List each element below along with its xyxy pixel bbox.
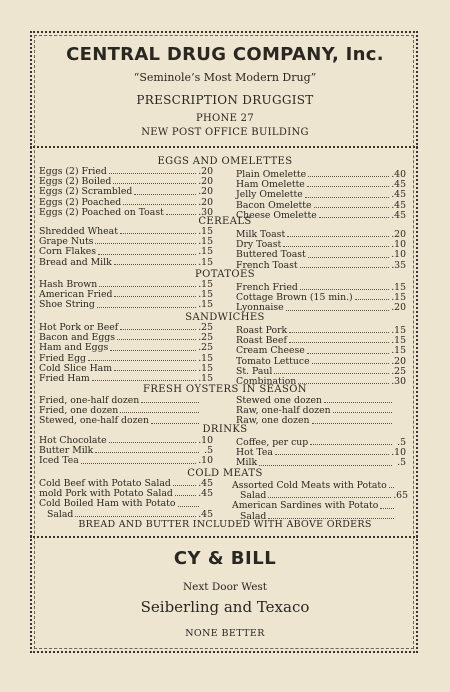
dot-leader [114,258,196,265]
dot-leader [355,293,390,300]
building-line: NEW POST OFFICE BUILDING [141,127,309,138]
section-title-drinks: DRINKS [202,424,248,435]
menu-item-price: .15 [198,226,213,237]
oysters-left-column [39,396,213,427]
menu-item-price: .20 [391,302,406,314]
menu-item-name: Salad [240,490,267,502]
dot-leader [114,364,196,371]
menu-item-price [394,396,406,406]
dot-leader [307,180,389,187]
menu-item-name: Eggs (2) Scrambled [39,186,133,198]
menu-item-price: .10 [391,239,406,251]
menu-item-name: Bacon Omelette [236,199,312,211]
menu-item-name: Assorted Cold Meats with Potato [232,480,387,491]
dot-leader [178,499,200,506]
menu-item-name: Roast Pork [236,325,288,336]
menu-item-name: Salad [47,508,74,520]
dot-leader [324,396,392,403]
none-better-line: NONE BETTER [185,628,265,639]
dot-leader [380,501,394,508]
cereals-left-column [39,227,213,268]
dot-leader [312,357,390,364]
dot-leader [268,512,394,519]
menu-item-name: Tomato Lettuce [236,355,310,367]
header-divider [30,146,418,148]
dot-leader [120,406,199,413]
cereals-right-column [236,230,406,271]
menu-item-price: .10 [391,249,406,261]
menu-item-price: .10 [391,447,406,459]
dot-leader [286,303,390,310]
menu-item-name: mold Pork with Potato Salad [39,488,173,500]
bread-and-butter-note: BREAD AND BUTTER INCLUDED WITH ABOVE ORDERS [78,519,372,530]
menu-item-name: Raw, one-half dozen [236,405,331,417]
menu-item-price: .15 [198,372,213,384]
potatoes-right-column [236,283,406,314]
dot-leader [95,446,199,453]
menu-item-price: .30 [391,375,406,387]
dot-leader [289,336,389,343]
menu-item-name: Cold Beef with Potato Salad [39,478,171,489]
menu-item-name: Fried, one dozen [39,405,119,417]
menu-item-name: Corn Flakes [39,246,96,258]
dot-leader [308,170,389,177]
slogan: “Seminole’s Most Modern Drug” [133,71,317,84]
next-door-line: Next Door West [182,581,268,593]
menu-item-name: Eggs (2) Fried [39,166,107,177]
dot-leader [333,406,392,413]
menu-item-name: Eggs (2) Boiled [39,176,112,188]
menu-item-price: .25 [198,342,213,354]
dot-leader [120,323,196,330]
menu-item-name: Hash Brown [39,279,98,290]
dot-leader [109,436,197,443]
menu-item-name: Plain Omelette [236,169,307,180]
menu-item-price: .5 [397,437,406,448]
dot-leader [275,448,389,455]
dot-leader [310,438,392,445]
drinks-right-column [236,438,406,469]
menu-item-price: .45 [391,189,406,201]
menu-item-name: Fried Ham [39,372,90,384]
dot-leader [173,479,196,486]
dot-leader [109,167,196,174]
menu-item-name: St. Paul [236,365,273,377]
prescription-heading: PRESCRIPTION DRUGGIST [136,93,314,107]
dot-leader [389,481,394,488]
menu-item-name: Milk [236,457,258,469]
menu-item-name: Eggs (2) Poached on Toast [39,206,164,218]
footer-divider [30,536,418,538]
menu-item-name: French Toast [236,259,298,271]
menu-item-price: .15 [198,236,213,248]
dot-leader [110,343,196,350]
menu-item-price: .45 [198,508,213,520]
menu-item-price: .45 [198,488,213,500]
cy-and-bill-heading: CY & BILL [173,548,277,569]
menu-item-name: Hot Chocolate [39,435,107,446]
menu-item-name: Coffee, per cup [236,437,309,448]
dot-leader [289,326,389,333]
dot-leader [175,489,196,496]
menu-item-price: .20 [391,229,406,240]
menu-item-price: .20 [198,186,213,198]
menu-item-name: Dry Toast [236,239,282,251]
menu-item-name: Cottage Brown (15 min.) [236,292,353,304]
section-title-potatoes: POTATOES [195,269,255,280]
dot-leader [305,190,389,197]
sandwiches-left-column [39,323,213,384]
menu-item-name: Hot Pork or Beef [39,322,119,333]
dot-leader [123,198,196,205]
menu-item-price: .30 [198,206,213,218]
menu-item-price: .15 [391,335,406,347]
menu-item-price: .25 [198,332,213,344]
menu-item-price: .5 [204,445,213,457]
menu-item-price: .15 [391,282,406,293]
menu-item-price: .10 [198,435,213,446]
section-title-sandwiches: SANDWICHES [185,312,265,323]
menu-item-price [201,396,213,406]
dot-leader [312,416,393,423]
menu-item [39,258,213,268]
menu-item-price: .35 [391,259,406,271]
menu-item-name: Cream Cheese [236,345,305,357]
menu-item-name: Raw, one dozen [236,415,310,427]
eggs-right-column [236,170,406,221]
menu-item-price: .15 [198,362,213,374]
menu-item-name: Salad [240,510,267,522]
section-title-cereals: CEREALS [198,216,252,227]
section-title-oysters: FRESH OYSTERS IN SEASON [143,384,307,395]
dot-leader [300,261,390,268]
dot-leader [99,280,196,287]
dot-leader [114,290,196,297]
menu-item-price: .45 [198,478,213,489]
menu-item-name: Grape Nuts [39,236,94,248]
menu-item-price: .15 [198,246,213,258]
dot-leader [259,458,392,465]
menu-item-price: .15 [198,289,213,301]
dot-leader [287,230,389,237]
dot-leader [300,283,389,290]
menu-item-name: Shredded Wheat [39,226,118,237]
menu-item-name: Fried, one-half dozen [39,395,140,406]
menu-item-price: .45 [391,199,406,211]
menu-item-price: .15 [198,256,213,268]
dot-leader [97,300,196,307]
dot-leader [283,240,389,247]
menu-item-name: Ham and Eggs [39,342,109,354]
menu-item-price: .15 [198,279,213,290]
menu-item-price: .45 [391,209,406,221]
menu-item [39,300,213,310]
menu-item [39,374,213,384]
phone-number: PHONE 27 [195,113,254,124]
dot-leader [120,227,196,234]
menu-item-name: Cold Boiled Ham with Potato [39,498,176,510]
menu-item-name: Hot Tea [236,447,273,459]
eggs-left-column [39,167,213,218]
dot-leader [308,250,389,257]
dot-leader [81,456,196,463]
dot-leader [307,346,389,353]
dot-leader [113,177,196,184]
menu-item-price [201,406,213,416]
menu-item-price: .25 [198,322,213,333]
section-title-eggs: EGGS AND OMELETTES [157,156,293,167]
section-title-cold-meats: COLD MEATS [187,468,263,479]
menu-item-name: Roast Beef [236,335,287,347]
dot-leader [88,354,196,361]
menu-item-name: Fried Egg [39,352,86,364]
menu-item-name: Buttered Toast [236,249,306,261]
potatoes-left-column [39,280,213,311]
menu-item-name: Cold Slice Ham [39,362,113,374]
menu-item-price: .15 [391,345,406,357]
drinks-left-column [39,436,213,467]
menu-item-price: .15 [391,292,406,304]
menu-item-price: .15 [198,352,213,364]
dot-leader [141,396,199,403]
menu-item-price: .10 [198,455,213,467]
menu-item-name: Stewed, one-half dozen [39,415,149,427]
menu-item-name: Iced Tea [39,455,79,467]
menu-item-name: Bread and Milk [39,256,112,268]
menu-item-price: .20 [198,196,213,208]
company-name: CENTRAL DRUG COMPANY, Inc. [66,44,384,65]
dot-leader [151,416,199,423]
dot-leader [274,367,389,374]
menu-item-price: .65 [393,490,408,502]
cold-meats-right-column [232,481,408,522]
menu-item-name: Combination [236,375,297,387]
menu-item-name: Butter Milk [39,445,94,457]
dot-leader [117,333,196,340]
menu-item-price [394,406,406,416]
menu-item-name: Stewed one dozen [236,395,322,406]
menu-item-price: .15 [391,325,406,336]
dot-leader [92,374,196,381]
menu-item-price: .20 [198,166,213,177]
dot-leader [98,247,196,254]
dot-leader [75,510,196,517]
menu-item-name: French Fried [236,282,298,293]
oysters-right-column [236,396,406,427]
menu-item-price: .25 [391,365,406,377]
menu-item [39,456,213,466]
sandwiches-right-column [236,326,406,387]
dot-leader [134,187,196,194]
menu-item-name: Shoe String [39,299,95,311]
menu-item-name: Bacon and Eggs [39,332,116,344]
dot-leader [268,491,391,498]
menu-item-name: Jelly Omelette [236,189,303,201]
cold-meats-left-column [39,479,213,520]
menu-item-price [396,501,408,511]
menu-item-price: .20 [391,355,406,367]
menu-item-price: .45 [391,179,406,191]
menu-item-name: Lyonnaise [236,302,284,314]
menu-item-name: Eggs (2) Poached [39,196,122,208]
menu-item-name: Cheese Omelette [236,209,317,221]
menu-item-name: American Sardines with Potato [232,500,379,512]
menu-item [236,448,406,458]
dot-leader [166,208,196,215]
menu-item-name: Milk Toast [236,229,286,240]
menu-item-price: .15 [198,299,213,311]
menu-item-name: Ham Omelette [236,179,305,191]
menu-item-price: .40 [391,169,406,180]
menu-item-price: .5 [397,457,406,469]
menu-item-name: American Fried [39,289,113,301]
dot-leader [314,201,390,208]
dot-leader [95,237,196,244]
brands-line: Seiberling and Texaco [140,598,310,616]
menu-item-price: .20 [198,176,213,188]
